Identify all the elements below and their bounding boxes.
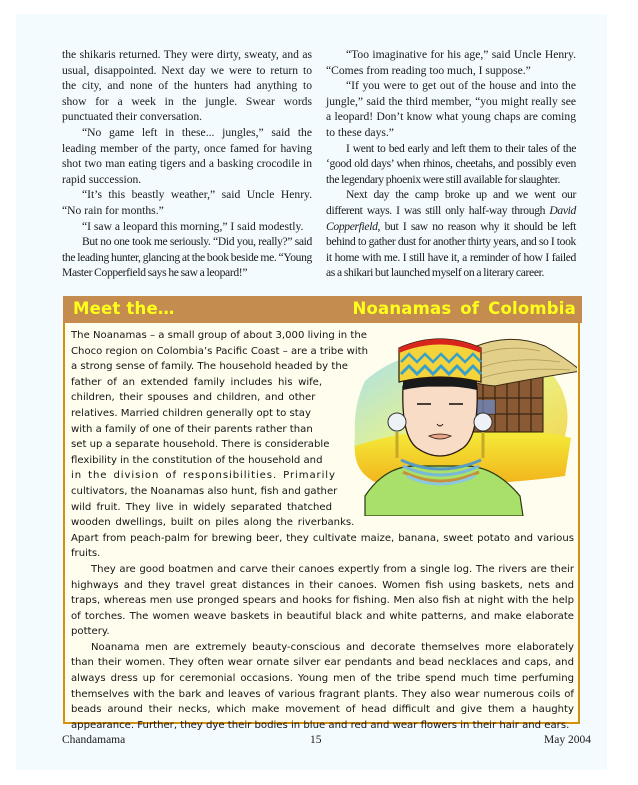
feature-title: Noanamas of Colombia [352,299,576,318]
wrapped-line: children, their spouses and children, and other [71,392,316,404]
story-paragraph: But no one took me seriously. “Did you, really?” said the leading hunter, glancing at the book beside me. “Young Master Copperfield says he saw a leopard!” [62,235,312,280]
feature-body [71,328,574,733]
story-paragraph-last [326,187,576,281]
story-paragraph: the shikaris returned. They were dirty, sweaty, and as usual, disappointed. Next day we were to return to the city, and none of the hunters had anything to show for a week in the jungle. Swear words punctuated their conversation. [62,48,312,124]
wrapped-line: The Noanamas – a small group of about 3,000 living in the [71,330,367,341]
feature-paragraph-2: They are good boatmen and carve their canoes expertly from a single log. The rivers are their highways and they travel great distances in their canoes. Women fish using baskets, nets and traps, whereas men use pronged spears and hooks for fishing. Men also fish at night with the help of torches. The women weave baskets in beautiful black and white patterns, and make elaborate pottery. [71,563,574,638]
wrapped-line: wooden dwellings, built on piles along the riverbanks. [71,517,355,529]
story-text: Next day the camp broke up and we went our different ways. I was still only half-way through [326,188,576,217]
wrapped-line: father of an extended family includes his wife, [71,376,323,388]
story-paragraph: “It’s this beastly weather,” said Uncle Henry. “No rain for months.” [62,188,312,217]
wrapped-line: flexibility in the constitution of the household and [71,454,323,466]
paragraph-tail: Apart from peach-palm for brewing beer, they cultivate maize, banana, sweet potato and various fruits. [71,532,574,560]
wrapped-line: Choco region on Colombia’s Pacific Coast – are a tribe with [71,345,369,357]
feature-paragraph-1 [71,328,574,562]
feature-box-header [63,296,582,323]
wrapped-line: in the division of responsibilities. Primarily [71,470,336,482]
story-left-column [62,47,312,281]
wrapped-line: wild fruit. They live in widely separated thatched [71,501,333,513]
wrapped-line: relatives. Married children generally opt to stay [71,407,311,419]
story-paragraph: “I saw a leopard this morning,” I said modestly. [82,219,304,233]
footer-issue-date: May 2004 [544,734,591,746]
wrapped-line: cultivators, the Noanamas also hunt, fish and gather [71,485,338,497]
story-right-column [326,47,576,281]
wrapped-line: a strong sense of family. The household headed by the [71,361,348,373]
story-paragraph: “Too imaginative for his age,” said Uncle Henry. “Comes from reading too much, I suppose.” [326,48,576,77]
story-text: , but I saw no reason why it should be left behind to gather dust for another thirty years, and so I took it home with me. I still have it, a reminder of how I failed as a shikari but launched myself on a literary career. [326,219,576,280]
story-paragraph: I went to bed early and left them to their tales of the ‘good old days’ when rhinos, cheetahs, and possibly even the legendary phoenix were still available for slaughter. [326,141,576,186]
story-paragraph: “No game left in these... jungles,” said the leading member of the party, once famed for having shot two man eating tigers and a basking crocodile in rapid succession. [62,125,312,186]
story-paragraph: “If you were to get out of the house and into the jungle,” said the third member, “you might really see a leopard! Don’t know what young chaps are coming to these days.” [326,79,576,139]
feature-kicker: Meet the… [73,299,175,318]
feature-paragraph-3: Noanama men are extremely beauty-conscious and decorate themselves more elaborately than their women. They often wear ornate silver ear pendants and bead necklaces and caps, and always dress up for ceremonial occasions. Young men of the tribe spend much time perfuming themselves with the bark and leaves of various fragrant plants. They also wear numerous coils of beads around their necks, which make movement of head difficult and give them a haughty appearance. Further, they dye their bodies in blue and red and wear flowers in their hair and ears. [71,641,574,731]
footer-page-number: 15 [310,734,322,746]
book-title: David Copperfield [326,203,576,233]
footer-publication: Chandamama [62,734,126,746]
wrapped-line: with a family of one of their parents rather than [71,423,313,435]
wrapped-line: set up a separate household. There is considerable [71,439,330,451]
